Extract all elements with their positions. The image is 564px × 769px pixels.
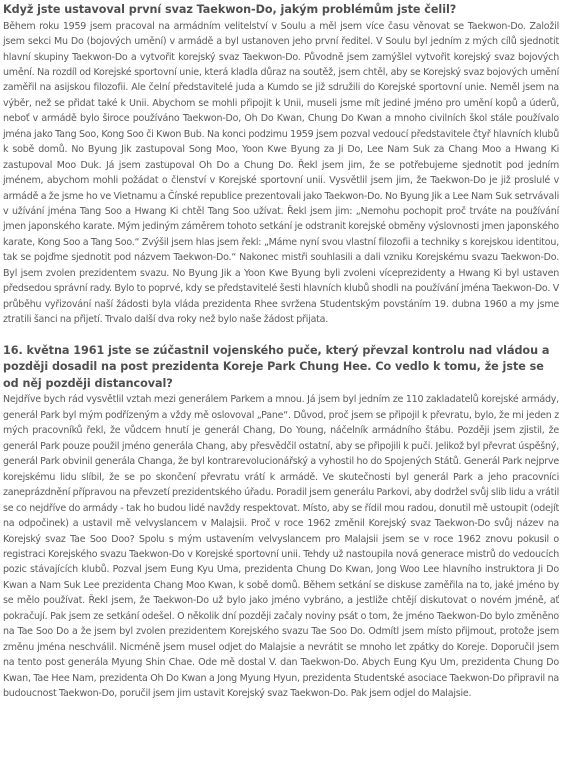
question-heading: Když jste ustavoval první svaz Taekwon-Do, jakým problémům jste čelil? — [3, 3, 457, 16]
answer-paragraph: Během roku 1959 jsem pracoval na armádním velitelství v Soulu a měl jsem více času věnovat se Taekwon-Do. Založil jsem sekci Mu Do (bojových umění) v armádě a byl ustanoven jeho první ředitel. V Soulu byl jedním z mých cílů sjednotit hlavní skupiny Taekwon-Do a vytvořit korejský svaz Taekwon-Do. Původně jsem zamýšlel vytvořit korejský svaz bojových umění. Na rozdíl od Korejské sportovní unie, která kladla důraz na soutěž, jsem chtěl, aby se Korejský svaz bojových umění zaměřil na asijskou filozofii. Ale čelní představitelé juda a Kumdo se již sdružili do Korejské sportovní unie. Neměl jsem na výběr, než se přidat také k Unii. Abychom se mohli připojit k Unii, museli jsme mít jediné jméno pro umění kopů a úderů, neboť v armádě bylo široce používáno Taekwon-Do, Oh Do Kwan, Chung Do Kwan a mnoho civilních škol stále používalo jména jako Tang Soo, Kong Soo či Kwon Bub. Na konci podzimu 1959 jsem pozval vedoucí představitele čtyř hlavních klubů k sobě domů. No Byung Jik zastupoval Song Moo, Yoon Kwe Byung za Ji Do, Lee Nam Suk za Chang Moo a Hwang Ki zastupoval Moo Duk. Já jsem zastupoval Oh Do a Chung Do. Řekl jsem jim, že se potřebujeme sjednotit pod jedním jménem, abychom mohli požádat o členství v Korejské sportovní unii. Vysvětlil jsem jim, že Taekwon-Do je již proslulé v armádě a že jsme ho ve Vietnamu a Čínské republice prezentovali jako Taekwon-Do. No Byung Jik a Lee Nam Suk setrvávali v užívání jména Tang Soo a Hwang Ki chtěl Tang Soo užívat. Řekl jsem jim: „Nemohu pochopit proč trváte na používání jmen japonského karate. Mým jediným záměrem tohoto setkání je odstranit korejské obměny výslovnosti jmen japonského karate, Kong Soo a Tang Soo.“ Zvýšil jsem hlas jsem řekl: „Máme nyní svou vlastní filozofii a techniky s korejskou identitou, tak se pojďme sjednotit pod názvem Taekwon-Do.“ Nakonec mistři souhlasili a dali vzniku Korejskému svazu Taekwon-Do. Byl jsem zvolen prezidentem svazu. No Byung Jik a Yoon Kwe Byung byli zvoleni víceprezidenty a Hwang Ki byl ustaven předsedou správní rady. Bylo to poprvé, kdy se představitelé šesti hlavních klubů shodli na používání jména Taekwon-Do. V průběhu vyřizování naší žádosti byla vláda prezidenta Rhee svržena Studentským povstáním 19. dubna 1960 a my jsme ztratili šanci na přijetí. Trvalo další dva roky než bylo naše žádost přijata. — [3, 20, 559, 326]
section-spacer — [3, 328, 559, 343]
question-heading: 16. května 1961 jste se zúčastnil vojenského puče, který převzal kontrolu nad vládou a později dosadil na post prezidenta Koreje Park Chung Hee. Co vedlo k tomu, že jste se od něj později distancoval? — [3, 343, 550, 390]
answer-paragraph: Nejdříve bych rád vysvětlil vztah mezi generálem Parkem a mnou. Já jsem byl jedním ze 110 zakladatelů korejské armády, generál Park byl mým podřízeným a vždy mě oslovoval „Pane“. Důvod, proč jsem se připojil k převratu, bylo, že mi jeden z mých pracovníků řekl, že vůdcem hnutí je generál Chang, Do Young, náčelník armádního štábu. Později jsem zjistil, že generál Park pouze použil jméno generála Chang, aby přesvědčil ostatní, aby se připojili k puči. Jelikož byl převrat úspěšný, generál Park obvinil generála Changa, že byl kontrarevolucionářský a vyhostil ho do Spojených Států. Generál Park nejprve korejskému lidu slíbil, že se po skončení převratu vrátí k armádě. Ve skutečnosti byl generál Park a jeho pracovníci zaneprázdnění přípravou na převzetí prezidentského úřadu. Poradil jsem generálu Parkovi, aby dodržel svůj slib lidu a vrátil se co nejdříve do armády - tak ho budou lidé navždy respektovat. Místo, aby se řídil mou radou, donutil mě ustoupit (odejít na odpočinek) a ustavil mě velvyslancem v Malajsii. Proč v roce 1962 změnil Korejský svaz Taekwon-Do svůj název na Korejský svaz Tae Soo Doo? Spolu s mým ustavením velvyslancem pro Malajsii jsem se v roce 1962 znovu pokusil o registraci Korejského svazu Taekwon-Do v Korejské sportovní unii. Tehdy už nastoupila nová generace mistrů do vedoucích pozic stávajících klubů. Pozval jsem Eung Kyu Uma, prezidenta Chung Do Kwan, Jong Woo Lee hlavního instruktora Ji Do Kwan a Nam Suk Lee prezidenta Chang Moo Kwan, k sobě domů. Během setkání se diskuse zaměřila na to, jaké jméno by se mělo používat. Řekl jsem, že Taekwon-Do už bylo jako jméno vybráno, a jestliže chtějí diskutovat o novém jméně, ať pokračují. Pak jsem ze setkání odešel. O několik dní později začaly noviny psát o tom, že jméno Taekwon-Do bylo změněno na Tae Soo Do a že jsem byl zvolen prezidentem Korejského svazu Tae Soo Do. Odmítl jsem místo přijmout, protože jsem změnu jména neschválil. Nicméně jsem musel odjet do Malajsie a nevrátit se mnoho let zpátky do Koreje. Doporučil jsem na tento post generála Myung Shin Chae. Ode mě dostal V. dan Taekwon-Do. Abych Eung Kyu Um, prezidenta Chung Do Kwan, Tae Hee Nam, prezidenta Oh Do Kwan a Jong Myung Hyun, prezidenta Studentské asociace Taekwon-Do připravil na budoucnost Taekwon-Do, poručil jsem jim ustavit Korejský svaz Taekwon-Do. Pak jsem odjel do Malajsie. — [3, 394, 559, 700]
